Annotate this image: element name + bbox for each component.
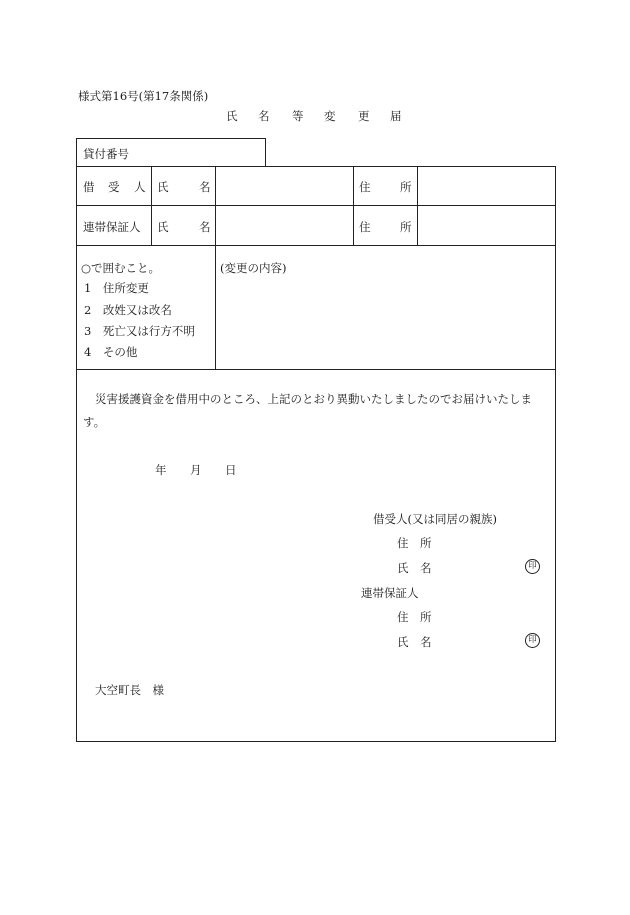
change-details-label: (変更の内容) — [220, 261, 287, 275]
date-year-label: 年 — [155, 463, 167, 477]
signature-borrower-name-char: 名 — [420, 561, 432, 575]
option-item[interactable]: 4 その他 — [84, 345, 138, 359]
signature-guarantor-address-char: 所 — [420, 610, 432, 624]
date-day-label: 日 — [225, 463, 237, 477]
date-month-label: 月 — [190, 463, 202, 477]
form-number: 様式第16号(第17条関係) — [78, 89, 209, 103]
seal-icon: 印 — [525, 633, 540, 648]
options-instruction: ○で囲むこと。 — [81, 261, 161, 275]
loan-number-label: 貸付番号 — [83, 147, 129, 161]
change-details-field[interactable] — [217, 280, 553, 366]
borrower-address-label-char: 所 — [400, 180, 412, 194]
option-item[interactable]: 1 住所変更 — [84, 281, 149, 295]
title-char: 届 — [390, 109, 402, 123]
guarantor-address-field[interactable] — [419, 207, 553, 244]
borrower-label-char: 人 — [134, 180, 146, 194]
borrower-name-label-char: 名 — [199, 180, 211, 194]
signature-guarantor-name-char: 氏 — [397, 635, 409, 649]
guarantor-name-label-char: 氏 — [157, 220, 169, 234]
option-item[interactable]: 2 改姓又は改名 — [84, 303, 172, 317]
option-item[interactable]: 3 死亡又は行方不明 — [84, 324, 195, 338]
signature-guarantor-label: 連帯保証人 — [361, 586, 419, 600]
title-char: 氏 — [226, 109, 238, 123]
guarantor-label: 連帯保証人 — [83, 220, 141, 234]
borrower-address-field[interactable] — [419, 168, 553, 204]
borrower-address-label-char: 住 — [359, 180, 371, 194]
addressee: 大空町長 様 — [95, 683, 164, 697]
borrower-label-char: 受 — [108, 180, 120, 194]
guarantor-name-field[interactable] — [217, 207, 351, 244]
signature-guarantor-name-char: 名 — [420, 635, 432, 649]
guarantor-address-label-char: 住 — [359, 220, 371, 234]
signature-borrower-address-char: 所 — [420, 536, 432, 550]
signature-borrower-name-char: 氏 — [397, 561, 409, 575]
title-char: 更 — [358, 109, 370, 123]
title-char: 変 — [324, 109, 336, 123]
title-char: 等 — [292, 109, 304, 123]
borrower-name-field[interactable] — [217, 168, 351, 204]
borrower-name-label-char: 氏 — [157, 180, 169, 194]
seal-icon: 印 — [525, 559, 540, 574]
guarantor-address-label-char: 所 — [400, 220, 412, 234]
statement-line: す。 — [83, 415, 106, 429]
statement-line: 災害援護資金を借用中のところ、上記のとおり異動いたしましたのでお届けいたしま — [95, 392, 532, 406]
borrower-label-char: 借 — [83, 180, 95, 194]
signature-borrower-address-char: 住 — [397, 536, 409, 550]
guarantor-name-label-char: 名 — [199, 220, 211, 234]
signature-guarantor-address-char: 住 — [397, 610, 409, 624]
title-char: 名 — [258, 109, 270, 123]
signature-borrower-label: 借受人(又は同居の親族) — [373, 512, 497, 526]
